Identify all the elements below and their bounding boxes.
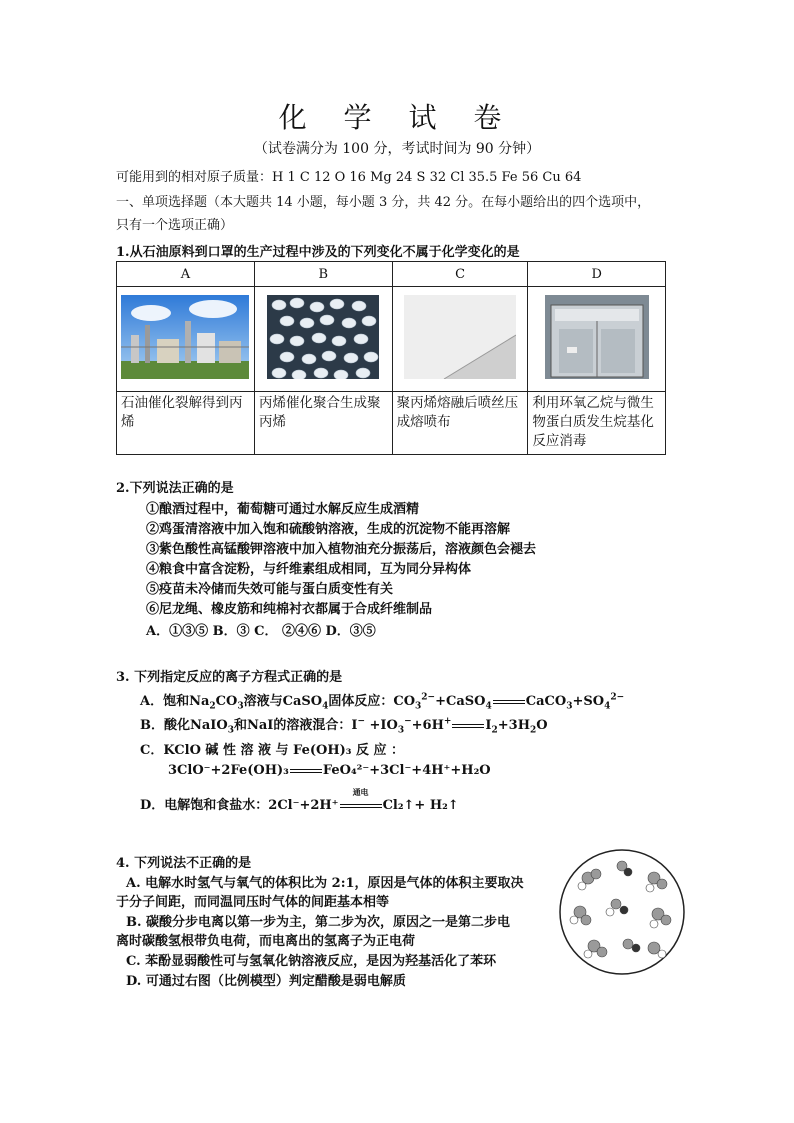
q1-option-d: 利用环氧乙烷与微生物蛋白质发生烷基化反应消毒	[528, 392, 666, 455]
q4-stem: 4. 下列说法不正确的是	[116, 856, 252, 871]
polypropylene-pellets-photo-icon	[267, 295, 379, 379]
section-instruction-line2: 只有一个选项正确）	[116, 218, 234, 233]
q1-option-c: 聚丙烯熔融后喷丝压成熔喷布	[392, 392, 528, 455]
equals-arrow	[340, 804, 382, 808]
q2-item-2: ②鸡蛋清溶液中加入饱和硫酸钠溶液，生成的沉淀物不能再溶解	[146, 522, 511, 537]
q4-option-b-line2: 离时碳酸氢根带负电荷，而电离出的氢离子为正电荷	[116, 934, 416, 949]
q4-option-a-line2: 于分子间距，而同温同压时气体的间距基本相等	[116, 895, 390, 910]
q1-stem: 1.从石油原料到口罩的生产过程中涉及的下列变化不属于化学变化的是	[116, 245, 520, 260]
q4-option-c: C. 苯酚显弱酸性可与氢氧化钠溶液反应，是因为羟基活化了苯环	[126, 954, 497, 969]
q3-option-c-equation: 3ClO⁻+2Fe(OH)₃ FeO₄²⁻+3Cl⁻+4H⁺+H₂O	[168, 763, 491, 778]
q2-item-1: ①酿酒过程中，葡萄糖可通过水解反应生成酒精	[146, 502, 420, 517]
section-instruction-line1: 一、单项选择题（本大题共 14 小题，每小题 3 分，共 42 分。在每小题给出的四个选项中，	[116, 195, 651, 210]
q2-item-6: ⑥尼龙绳、橡皮筋和纯棉衬衣都属于合成纤维制品	[146, 602, 433, 617]
electrolysis-label: 通电	[352, 787, 369, 797]
q3-option-c: C．KClO 碱 性 溶 液 与 Fe(OH)₃ 反 应 ：	[140, 743, 405, 758]
q2-item-4: ④粮食中富含淀粉，与纤维素组成相同，互为同分异构体	[146, 562, 472, 577]
meltblown-fabric-photo-icon	[404, 295, 516, 379]
acetic-acid-molecule-model-icon	[558, 848, 686, 976]
q1-header-d: D	[528, 262, 666, 287]
refinery-photo-icon	[121, 295, 249, 379]
sterilization-machine-photo-icon	[545, 295, 649, 379]
atomic-mass-line: 可能用到的相对原子质量：H 1 C 12 O 16 Mg 24 S 32 Cl 35.5 Fe 56 Cu 64	[116, 170, 582, 185]
q1-option-b: 丙烯催化聚合生成聚丙烯	[254, 392, 392, 455]
equals-arrow	[452, 724, 484, 728]
q2-options: A．①③⑤ B．③ C． ②④⑥ D．③⑤	[146, 624, 376, 639]
q1-header-c: C	[392, 262, 528, 287]
q3-option-a: A．饱和$Na_2CO_3$溶液与CaSO$_4$固体反应：$CO_3^{2-}+CaSO_4$ $CaCO_3+SO_4^{2-}$	[140, 692, 625, 712]
q1-header-a: A	[117, 262, 255, 287]
q3-stem: 3. 下列指定反应的离子方程式正确的是	[116, 670, 343, 685]
q3-option-b: B．酸化NaIO$_3$和NaI的溶液混合：$I^- +IO_3^-+6H^+$ $I_2+3H_2O$	[140, 716, 548, 736]
q4-option-d: D. 可通过右图（比例模型）判定醋酸是弱电解质	[126, 974, 406, 989]
equals-arrow	[493, 700, 525, 704]
equals-arrow	[290, 769, 322, 773]
exam-subtitle: （试卷满分为 100 分，考试时间为 90 分钟）	[253, 141, 541, 157]
q3-option-d: D．电解饱和食盐水：2Cl⁻+2H⁺ 通电 Cl₂↑+ H₂↑	[140, 787, 459, 813]
q1-options-table	[116, 261, 666, 455]
q4-option-a-line1: A. 电解水时氢气与氧气的体积比为 2:1，原因是气体的体积主要取决	[126, 876, 524, 891]
q4-option-b-line1: B. 碳酸分步电离以第一步为主，第二步为次，原因之一是第二步电	[126, 915, 511, 930]
q2-item-3: ③紫色酸性高锰酸钾溶液中加入植物油充分振荡后，溶液颜色会褪去	[146, 542, 537, 557]
q1-option-a: 石油催化裂解得到丙烯	[117, 392, 255, 455]
q1-header-b: B	[254, 262, 392, 287]
q2-item-5: ⑤疫苗未冷储而失效可能与蛋白质变性有关	[146, 582, 394, 597]
page-title: 化 学 试 卷	[278, 101, 516, 134]
q2-stem: 2.下列说法正确的是	[116, 481, 234, 496]
